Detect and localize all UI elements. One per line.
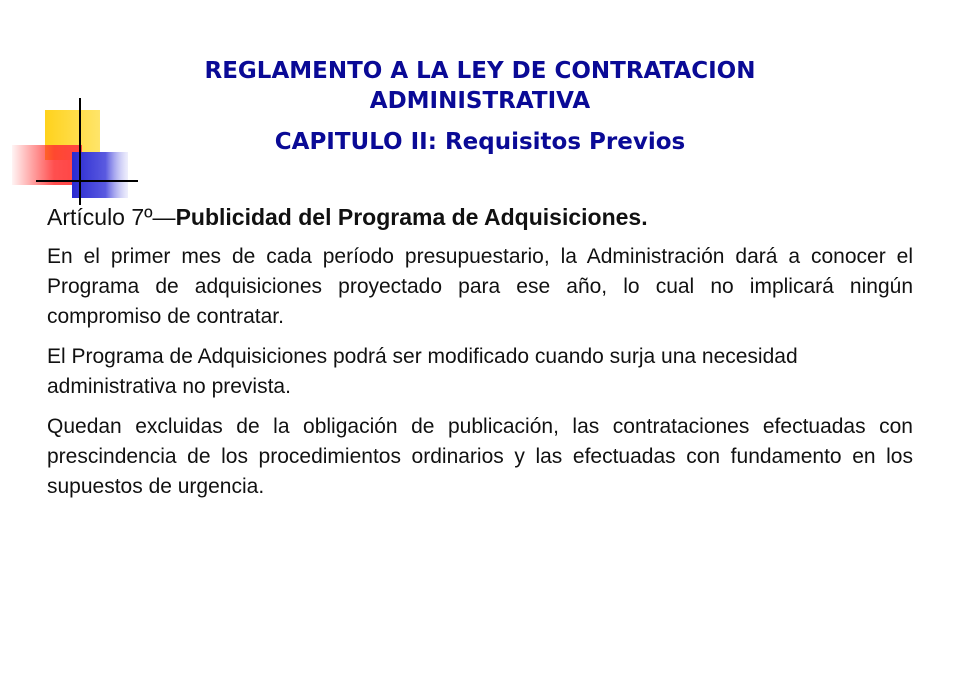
article-number: Artículo 7º— <box>47 204 176 230</box>
article-body <box>47 200 913 512</box>
color-squares-icon <box>0 0 140 210</box>
slide-title <box>140 56 820 157</box>
paragraph-2: El Programa de Adquisiciones podrá ser modificado cuando surja una necesidad administrativa no prevista. <box>47 345 798 398</box>
paragraph-3: Quedan excluidas de la obligación de publicación, las contrataciones efectuadas con prescindencia de los procedimientos ordinarios y las efectuadas con fundamento en los supuestos de urgencia. <box>47 415 913 498</box>
article-title: Publicidad del Programa de Adquisiciones. <box>175 204 648 230</box>
paragraph-1: En el primer mes de cada período presupuestario, la Administración dará a conocer el Programa de adquisiciones proyectado para ese año, lo cual no implicará ningún compromiso de contratar. <box>47 245 913 328</box>
article-heading <box>47 200 913 234</box>
title-subtitle: CAPITULO II: Requisitos Previos <box>274 129 686 155</box>
title-main: REGLAMENTO A LA LEY DE CONTRATACION ADMINISTRATIVA <box>204 58 756 114</box>
